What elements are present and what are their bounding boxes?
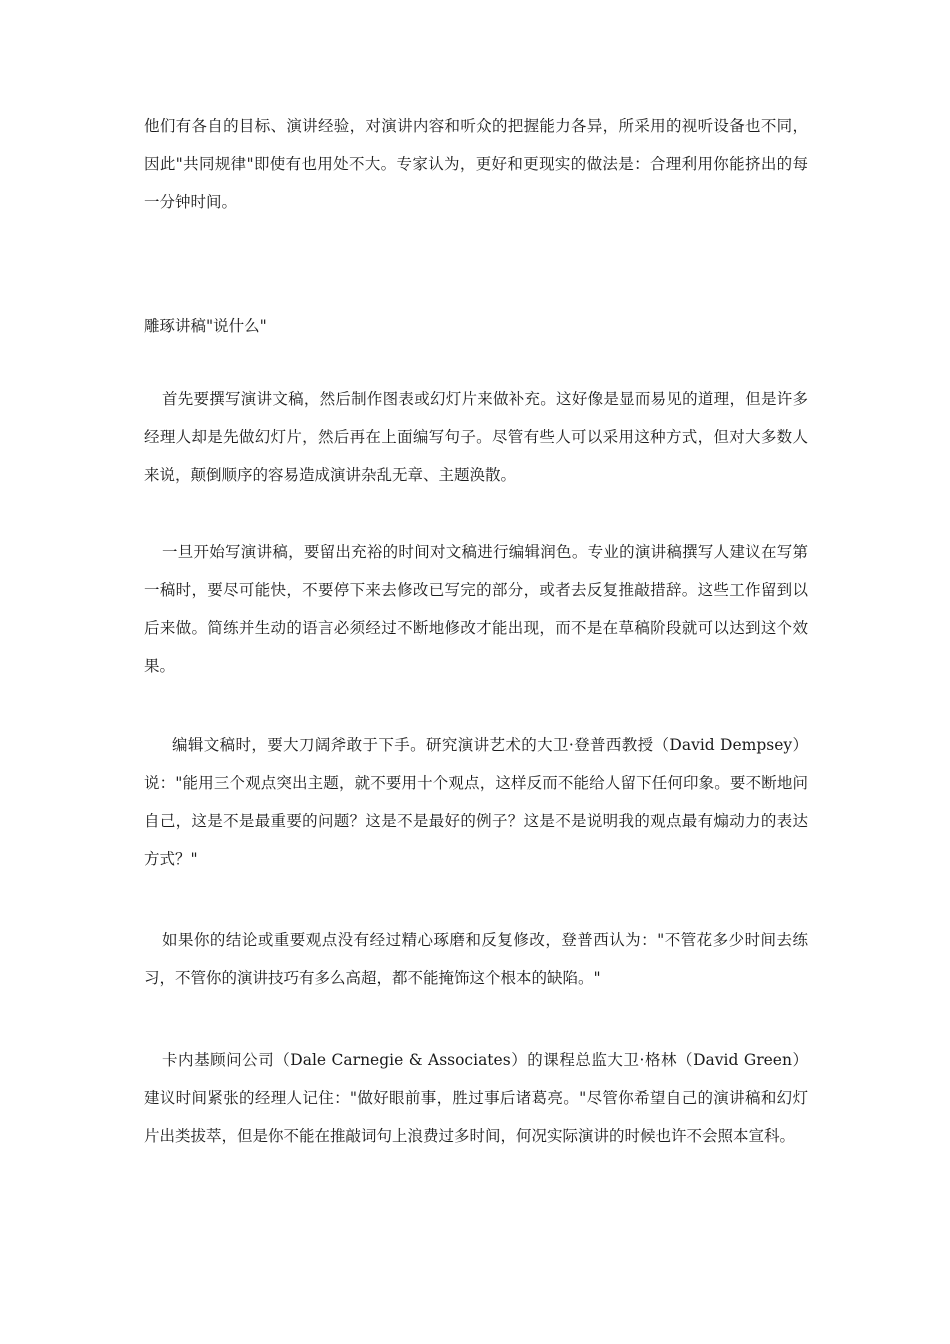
paragraph-opening: 他们有各自的目标、演讲经验，对演讲内容和听众的把握能力各异，所采用的视听设备也不同，因此"共同规律"即使有也用处不大。专家认为，更好和更现实的做法是：合理利用你能挤出的每一分钟时间。 bbox=[144, 117, 808, 211]
paragraph-carnegie-advice: 卡内基顾问公司（Dale Carnegie & Associates）的课程总监大卫·格林（David Green）建议时间紧张的经理人记住："做好眼前事，胜过事后诸葛亮。"尽管你希望自己的演讲稿和幻灯片出类拔萃，但是你不能在推敲词句上浪费过多时间，何况实际演讲的时候也许不会照本宣科。 bbox=[144, 1051, 808, 1145]
paragraph-draft-first: 首先要撰写演讲文稿，然后制作图表或幻灯片来做补充。这好像是显而易见的道理，但是许多经理人却是先做幻灯片，然后再在上面编写句子。尽管有些人可以采用这种方式，但对大多数人来说，颠倒顺序的容易造成演讲杂乱无章、主题涣散。 bbox=[144, 390, 808, 484]
paragraph-editing-time: 一旦开始写演讲稿，要留出充裕的时间对文稿进行编辑润色。专业的演讲稿撰写人建议在写第一稿时，要尽可能快，不要停下来去修改已写完的部分，或者去反复推敲措辞。这些工作留到以后来做。简练并生动的语言必须经过不断地修改才能出现，而不是在草稿阶段就可以达到这个效果。 bbox=[144, 543, 808, 675]
paragraph-bold-editing: 编辑文稿时，要大刀阔斧敢于下手。研究演讲艺术的大卫·登普西教授（David Dempsey）说："能用三个观点突出主题，就不要用十个观点，这样反而不能给人留下任何印象。要不断地问自己，这是不是最重要的问题？这是不是最好的例子？这是不是说明我的观点最有煽动力的表达方式？" bbox=[144, 736, 808, 868]
section-heading: 雕琢讲稿"说什么" bbox=[144, 317, 267, 335]
paragraph-conclusion-polish: 如果你的结论或重要观点没有经过精心琢磨和反复修改，登普西认为："不管花多少时间去练习，不管你的演讲技巧有多么高超，都不能掩饰这个根本的缺陷。" bbox=[144, 931, 808, 987]
